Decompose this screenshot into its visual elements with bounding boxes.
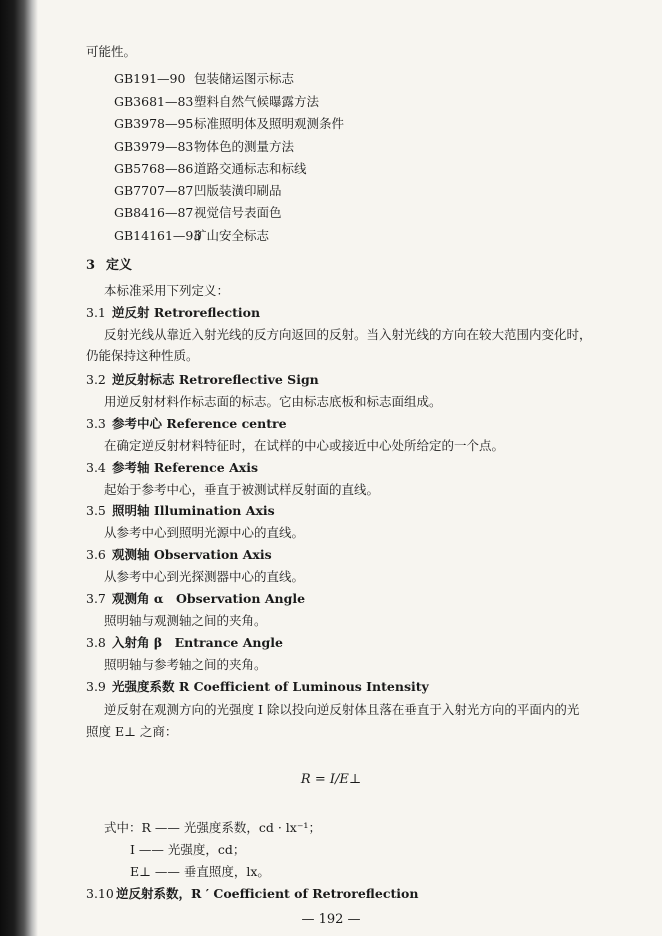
section-heading [86,258,132,274]
reference-title: 凹版装潢印刷品 [194,183,282,198]
definition-heading [86,372,319,388]
definition-term: 参考轴 Reference Axis [112,460,259,475]
definition-number: 3.1 [86,305,106,320]
where-line: E⊥ —— 垂直照度，lx。 [130,864,270,879]
reference-item [114,139,294,155]
definition-heading [86,416,287,432]
reference-code: GB14161—93 [114,228,202,243]
definition-heading [86,305,260,321]
reference-item [114,161,307,177]
reference-item [114,205,282,221]
definition-number: 3.10 [86,886,114,901]
definition-body: 仍能保持这种性质。 [86,348,199,363]
reference-title: 矿山安全标志 [194,228,270,243]
definition-body: 照明轴与观测轴之间的夹角。 [104,613,267,628]
definition-number: 3.6 [86,547,106,562]
definition-number: 3.8 [86,635,106,650]
definition-number: 3.2 [86,372,106,387]
where-line: 式中：R —— 光强度系数，cd · lx⁻¹； [104,820,321,835]
definition-term: 逆反射 Retroreflection [112,305,261,320]
reference-code: GB3978—95 [114,116,194,131]
definition-body: 在确定逆反射材料特征时，在试样的中心或接近中心处所给定的一个点。 [104,438,505,453]
definition-heading [86,591,305,607]
reference-code: GB8416—87 [114,205,194,220]
reference-code: GB5768—86 [114,161,194,176]
definition-number: 3.4 [86,460,106,475]
definition-heading [86,460,258,476]
definition-heading [86,886,418,902]
reference-item [114,183,282,199]
definition-heading [86,503,275,519]
section-title: 定义 [106,258,133,273]
reference-item [114,116,344,132]
definition-body: 从参考中心到光探测器中心的直线。 [104,569,305,584]
definition-term: 观测角 α Observation Angle [112,591,306,606]
reference-title: 包装储运图示标志 [194,71,295,86]
section-intro: 本标准采用下列定义： [104,283,230,298]
reference-code: GB3681—83 [114,94,194,109]
definition-body: 用逆反射材料作标志面的标志。它由标志底板和标志面组成。 [104,394,442,409]
page-number: — 192 — [301,912,361,927]
reference-item [114,71,294,87]
definition-number: 3.7 [86,591,106,606]
reference-title: 视觉信号表面色 [194,205,282,220]
definition-heading [86,679,429,695]
definition-term: 入射角 β Entrance Angle [112,635,283,650]
definition-term: 光强度系数 R Coefficient of Luminous Intensity [112,679,429,694]
definition-heading [86,635,283,651]
reference-title: 道路交通标志和标线 [194,161,307,176]
definition-heading [86,547,272,563]
section-number: 3 [86,258,96,273]
definition-body: 反射光线从靠近入射光线的反方向返回的反射。当入射光线的方向在较大范围内变化时， [104,327,592,342]
formula: R = I/E⊥ [300,772,362,787]
reference-item [114,94,319,110]
reference-code: GB191—90 [114,71,186,86]
scan-binding-edge [0,0,38,936]
definition-term: 观测轴 Observation Axis [112,547,272,562]
definition-body: 逆反射在观测方向的光强度 I 除以投向逆反射体且落在垂直于入射光方向的平面内的光 [104,702,580,717]
reference-code: GB3979—83 [114,139,194,154]
reference-title: 标准照明体及照明观测条件 [194,116,345,131]
reference-code: GB7707—87 [114,183,194,198]
definition-term: 参考中心 Reference centre [112,416,287,431]
definition-number: 3.5 [86,503,106,518]
reference-title: 塑料自然气候曝露方法 [194,94,320,109]
definition-number: 3.9 [86,679,106,694]
definition-body: 照度 E⊥ 之商： [86,724,178,739]
reference-title: 物体色的测量方法 [194,139,295,154]
where-line: I —— 光强度，cd； [130,842,246,857]
definition-term: 逆反射标志 Retroreflective Sign [112,372,319,387]
definition-body: 起始于参考中心，垂直于被测试样反射面的直线。 [104,482,380,497]
definition-term: 逆反射系数，R ′ Coefficient of Retroreflection [116,886,419,901]
definition-body: 从参考中心到照明光源中心的直线。 [104,525,305,540]
definition-term: 照明轴 Illumination Axis [112,503,275,518]
reference-item [114,228,269,244]
intro-fragment: 可能性。 [86,44,137,59]
definition-number: 3.3 [86,416,106,431]
definition-body: 照明轴与参考轴之间的夹角。 [104,657,267,672]
